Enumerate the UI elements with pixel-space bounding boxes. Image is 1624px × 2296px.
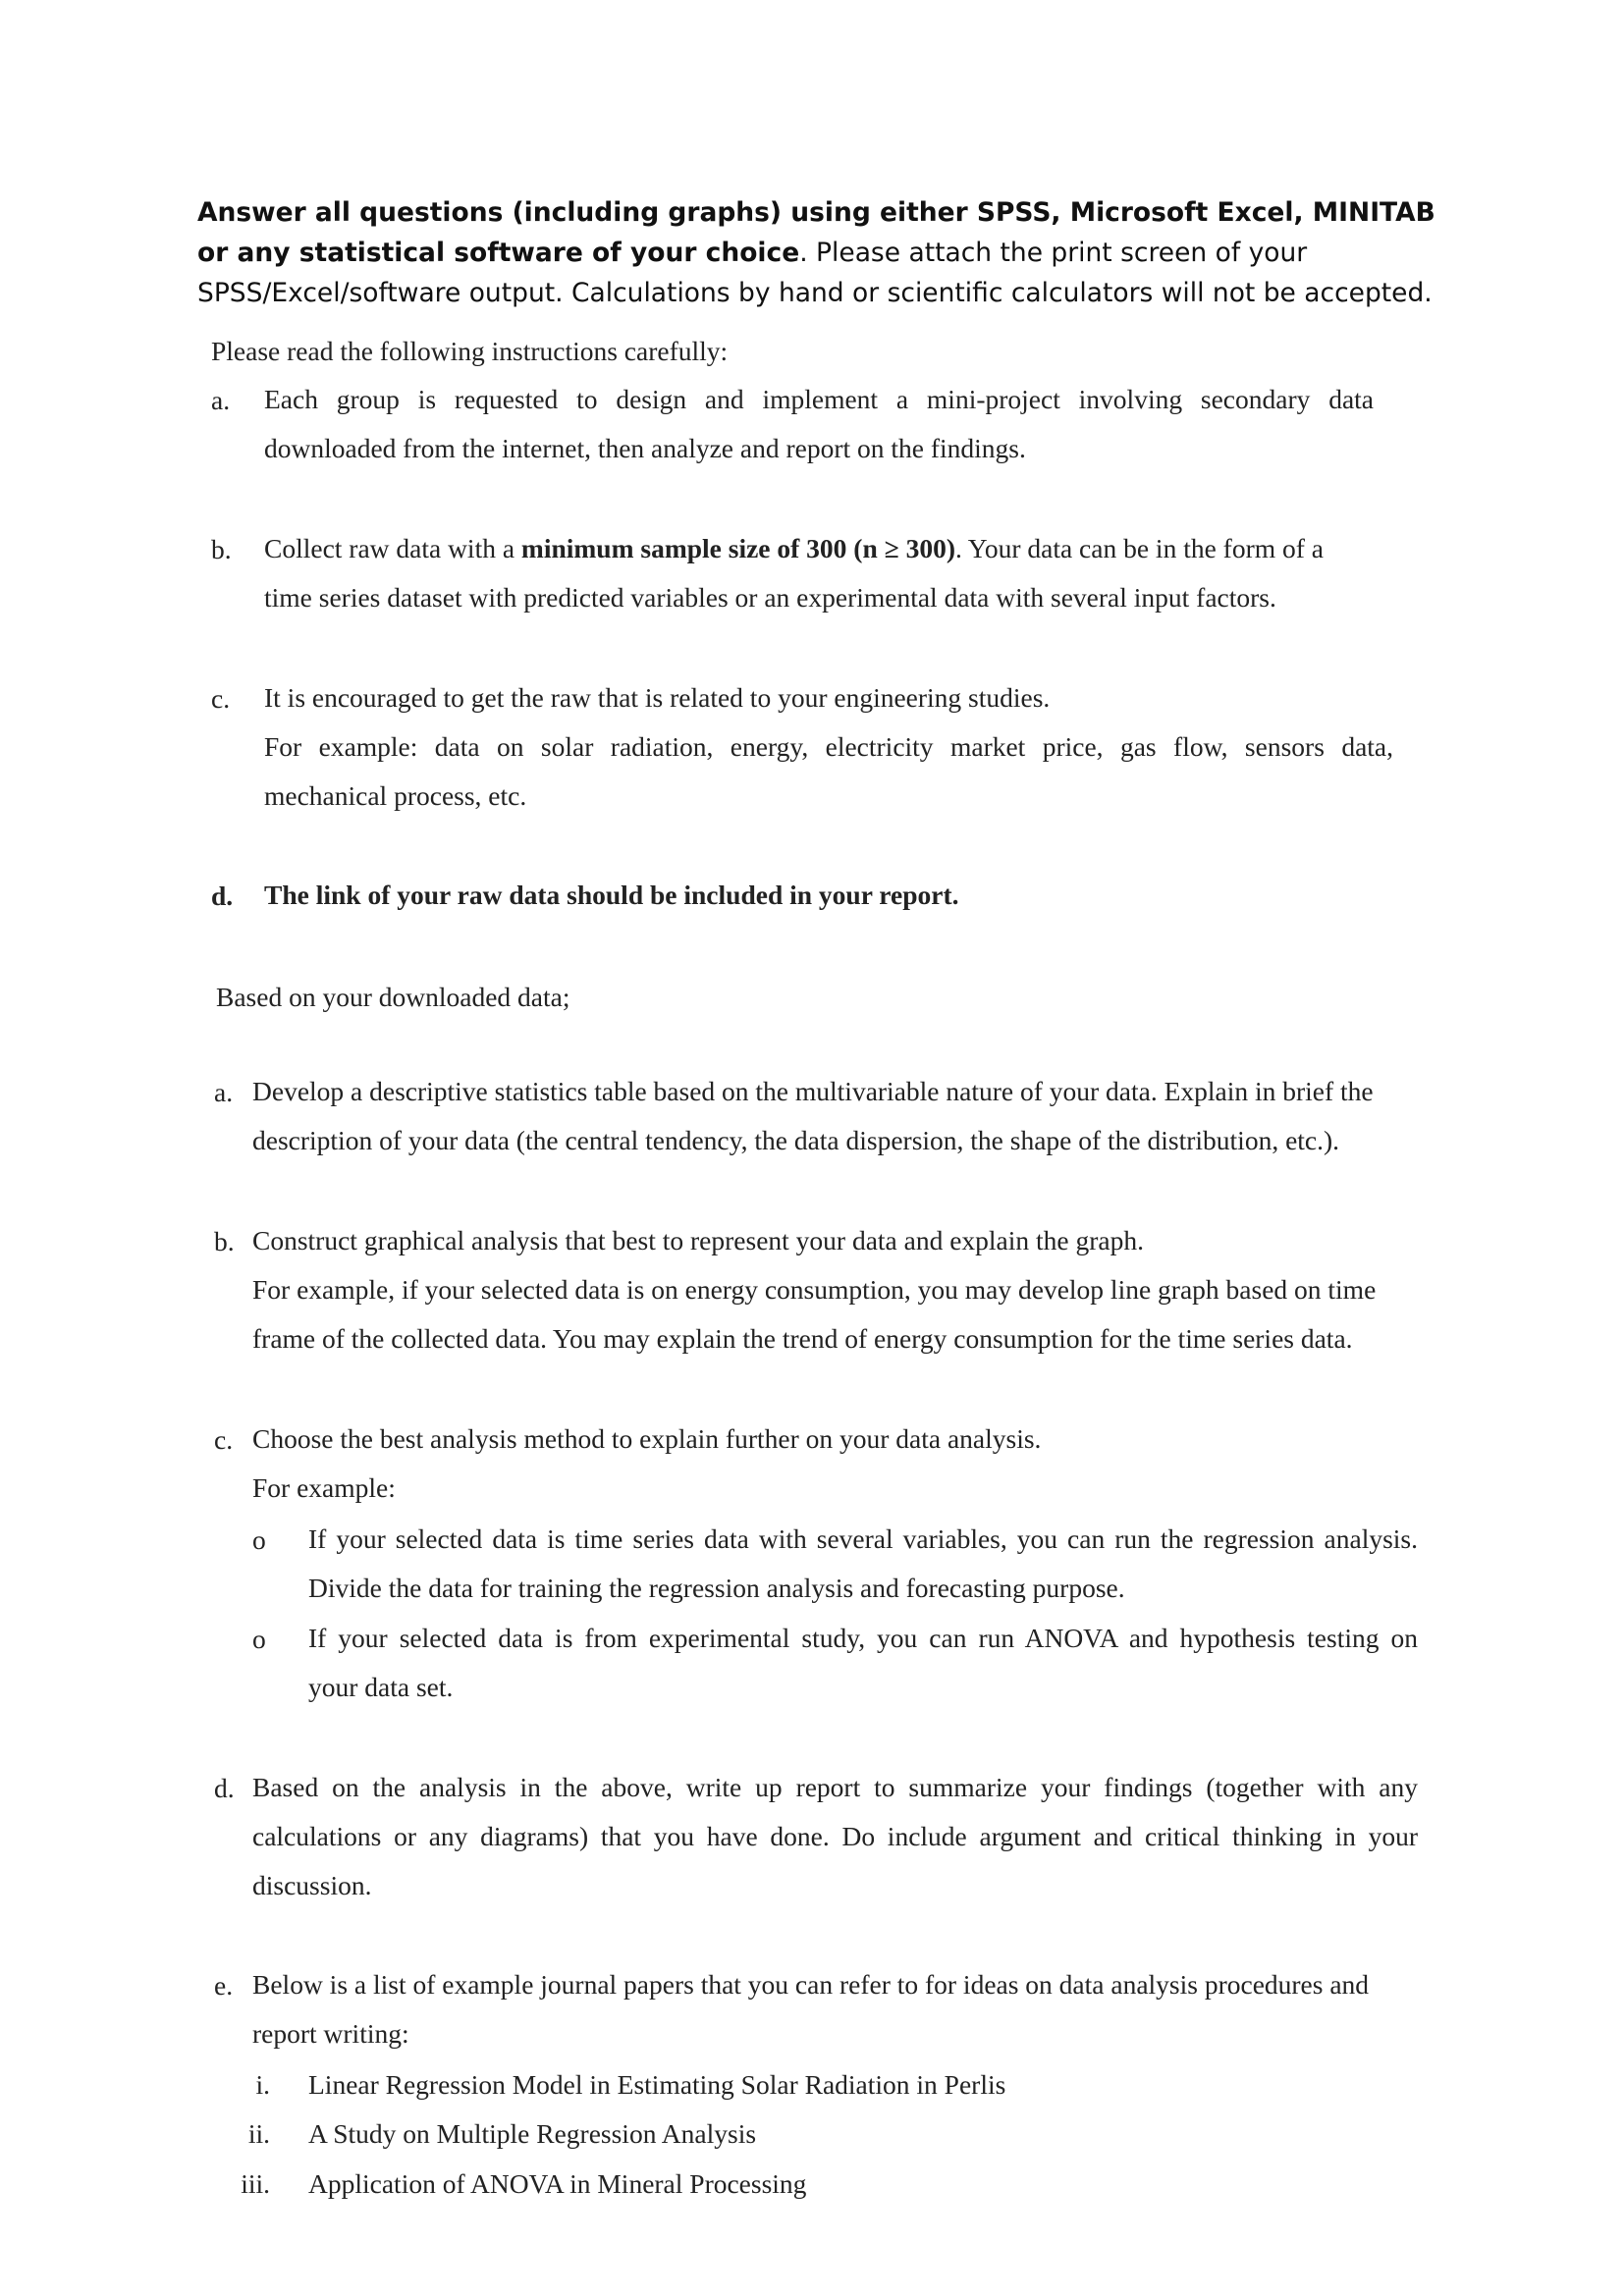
paper-title-1: Linear Regression Model in Estimating Solar Radiation in Perlis xyxy=(308,2069,1006,2100)
instruction-a-label: a. xyxy=(211,385,231,415)
paper-number-2: ii. xyxy=(247,2118,270,2149)
task-e-text: Below is a list of example journal papers that you can refer to for ideas on data analysis procedures and report writing: xyxy=(252,1969,1370,2049)
instructions-heading: Please read the following instructions carefully: xyxy=(211,336,729,366)
task-c-bullet-2: o xyxy=(252,1624,266,1654)
paper-title-3: Application of ANOVA in Mineral Processing xyxy=(308,2168,807,2199)
task-c-bullet-1: o xyxy=(252,1524,266,1555)
instruction-b-label: b. xyxy=(211,534,232,564)
instruction-c-text: It is encouraged to get the raw that is related to your engineering studies. For example: data on solar radiation, energy, electricity market price, gas flow, sensors data, mechanical process, etc. xyxy=(264,682,1393,811)
instruction-d-text: The link of your raw data should be included in your report. xyxy=(264,880,959,910)
task-d-label: d. xyxy=(214,1773,235,1803)
instruction-b-text: Collect raw data with a minimum sample size of 300 (n ≥ 300). Your data can be in the form of a time series dataset with predicted variables or an experimental data with several input factors. xyxy=(264,533,1324,613)
paper-number-1: i. xyxy=(255,2069,270,2100)
task-a-label: a. xyxy=(214,1077,234,1107)
task-c-label: c. xyxy=(214,1424,234,1455)
intro-bold-text: Answer all questions (including graphs) using either SPSS, Microsoft Excel, MINITAB or any statistical software of your choice xyxy=(197,197,1435,268)
instruction-c-label: c. xyxy=(211,683,231,714)
task-b-label: b. xyxy=(214,1226,235,1256)
task-e-label: e. xyxy=(214,1970,234,2001)
task-b-text: Construct graphical analysis that best to represent your data and explain the graph. For example, if your selected data is on energy consumption, you may develop line graph based on time frame of the collected data. You may explain the trend of energy consumption for the time series data. xyxy=(252,1225,1377,1354)
instruction-a-text: Each group is requested to design and implement a mini-project involving secondary data downloaded from the internet, then analyze and report on the findings. xyxy=(264,384,1374,463)
task-c-sub-2: If your selected data is from experimental study, you can run ANOVA and hypothesis testing on your data set. xyxy=(308,1623,1418,1702)
task-d-text: Based on the analysis in the above, write up report to summarize your findings (together with any calculations or any diagrams) that you have done. Do include argument and critical thinking in your discussion. xyxy=(252,1772,1418,1900)
intro-normal-text: . Please attach the print screen of your SPSS/Excel/software output. Calculations by hand or scientific calculators will not be accepted. xyxy=(197,238,1433,308)
task-a-text: Develop a descriptive statistics table based on the multivariable nature of your data. Explain in brief the description of your data (the central tendency, the data dispersion, the shape of the distribution, etc.). xyxy=(252,1076,1374,1155)
intro-paragraph xyxy=(197,192,1464,313)
paper-number-3: iii. xyxy=(241,2168,270,2199)
instruction-d-label: d. xyxy=(211,881,234,911)
task-c-sub-1: If your selected data is time series data with several variables, you can run the regression analysis. Divide the data for training the regression analysis and forecasting purpose. xyxy=(308,1523,1418,1603)
tasks-heading: Based on your downloaded data; xyxy=(216,982,570,1012)
paper-title-2: A Study on Multiple Regression Analysis xyxy=(308,2118,757,2149)
task-c-text: Choose the best analysis method to explain further on your data analysis. For example: xyxy=(252,1423,1042,1503)
